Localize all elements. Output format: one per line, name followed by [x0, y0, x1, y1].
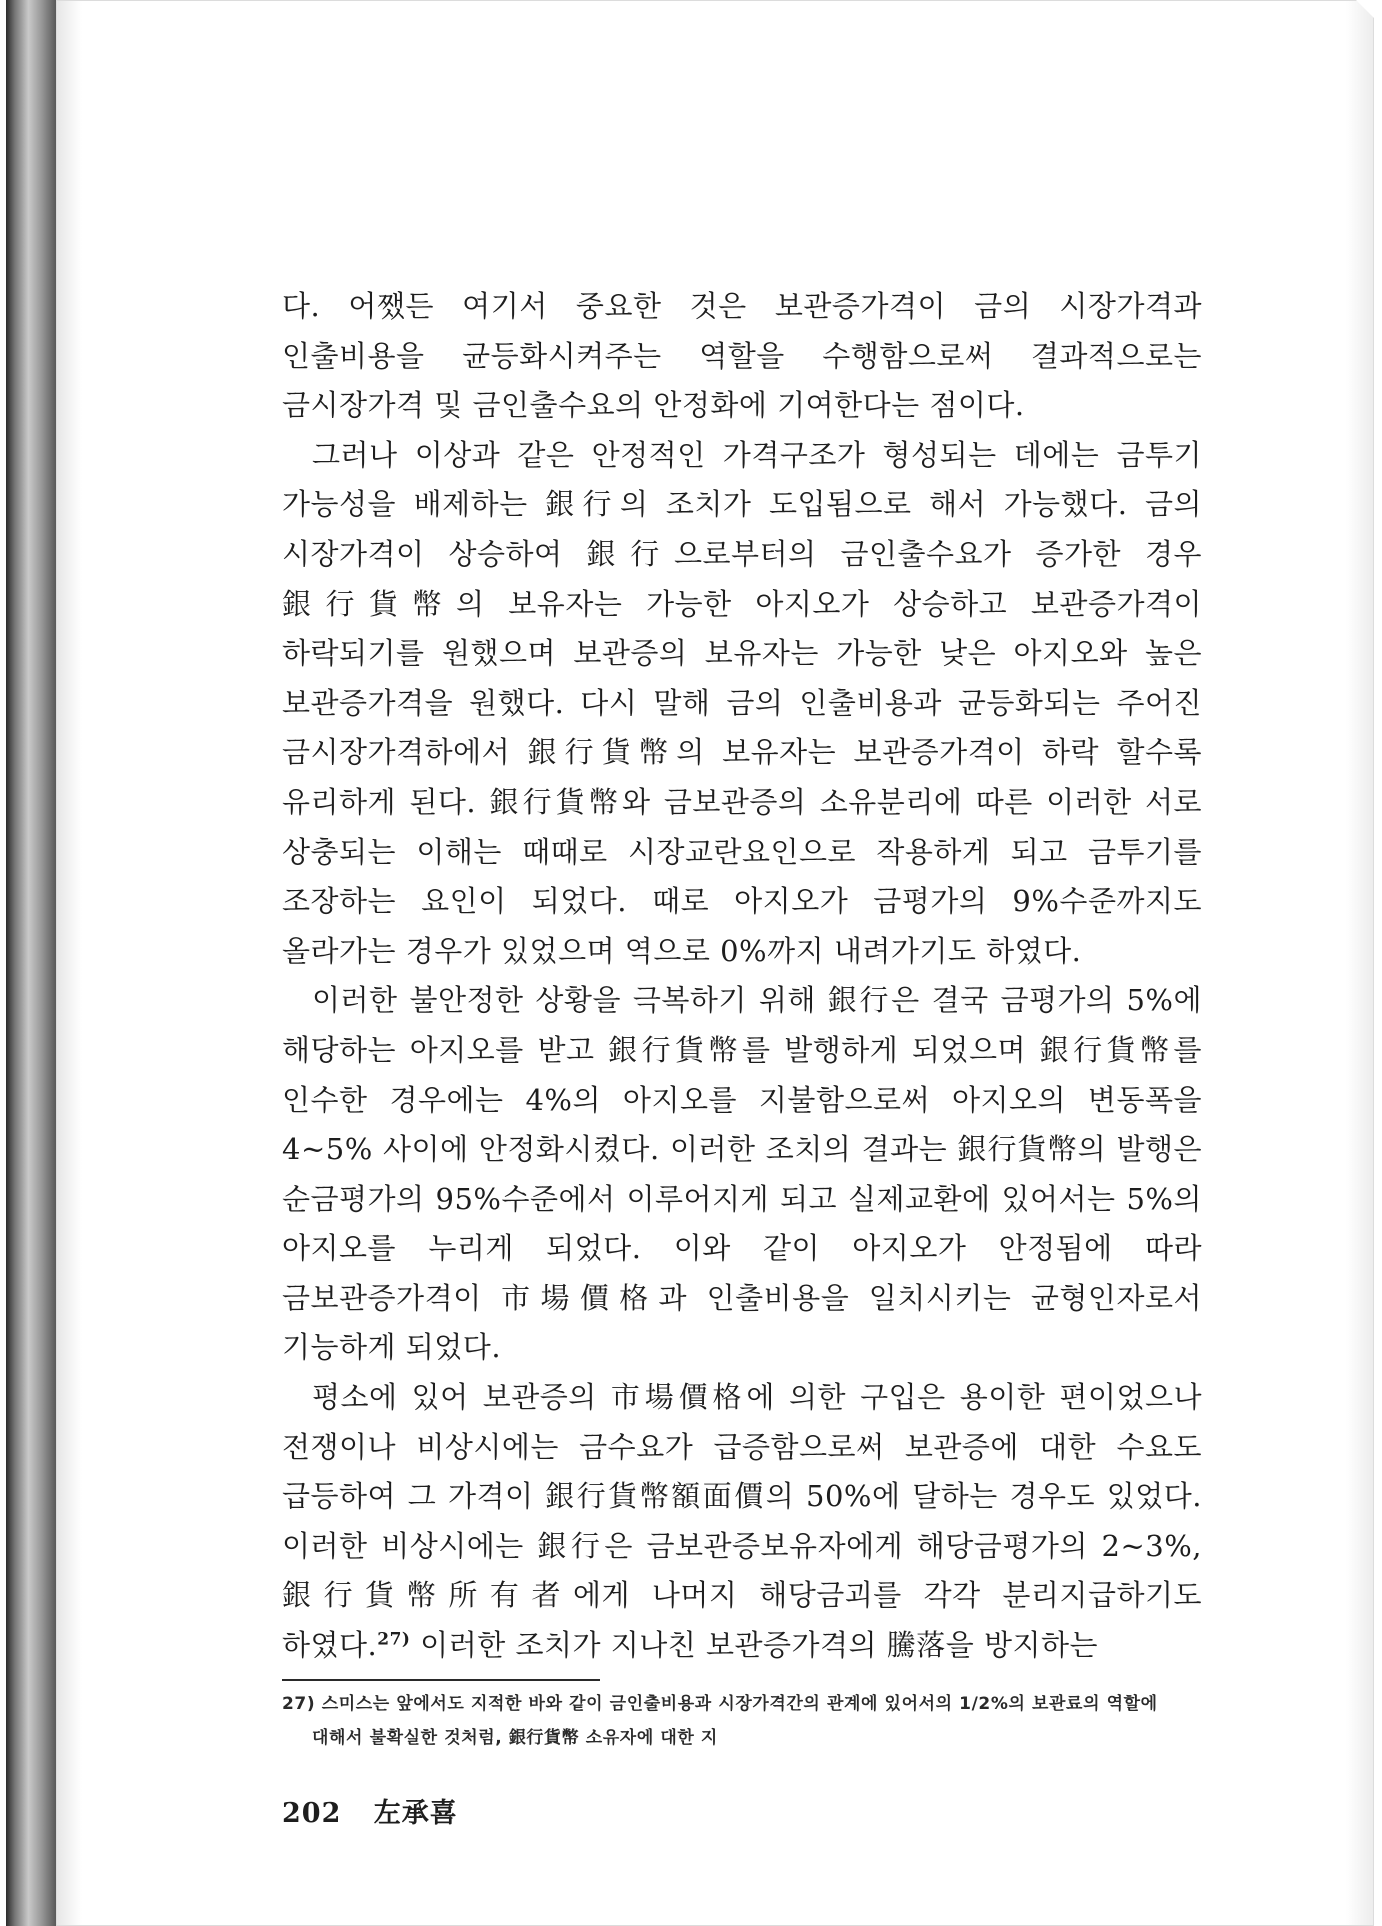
- page-corner: [1356, 0, 1382, 26]
- paragraph-4-tail: 이러한 조치가 지나친 보관증가격의 騰落을 방지하는: [410, 1628, 1099, 1663]
- page-footer: [282, 1791, 1202, 1830]
- footnote-27: 27) 스미스는 앞에서도 지적한 바와 같이 금인출비용과 시장가격간의 관계에 있어서의 1/2%의 보관료의 역할에 대해서 불확실한 것처럼, 銀行貨幣 소유자에 대한 지: [282, 1693, 1158, 1748]
- paragraph-1: 다. 어쨌든 여기서 중요한 것은 보관증가격이 금의 시장가격과 인출비용을 균등화시켜주는 역할을 수행함으로써 결과적으로는 금시장가격 및 금인출수요의 안정화에 기여한다는 점이다.: [282, 289, 1202, 423]
- author-name: 左承喜: [373, 1797, 458, 1829]
- body-text: [282, 282, 1202, 1671]
- footnote-reference: 27): [377, 1629, 411, 1650]
- page-number: 202: [282, 1797, 342, 1829]
- book-spine: [6, 0, 56, 1926]
- page-content: [282, 282, 1202, 1830]
- paragraph-4: [282, 1373, 1202, 1671]
- paragraph-2: 그러나 이상과 같은 안정적인 가격구조가 형성되는 데에는 금투기 가능성을 배제하는 銀行의 조치가 도입됨으로 해서 가능했다. 금의 시장가격이 상승하여 銀行으로부터의 금인출수요가 증가한 경우 銀行貨幣의 보유자는 가능한 아지오가 상승하고 보관증가격이 하락되기를 원했으며 보관증의 보유자는 가능한 낮은 아지오와 높은 보관증가격을 원했다. 다시 말해 금의 인출비용과 균등화되는 주어진 금시장가격하에서 銀行貨幣의 보유자는 보관증가격이 하락 할수록 유리하게 된다. 銀行貨幣와 금보관증의 소유분리에 따른 이러한 서로 상충되는 이해는 때때로 시장교란요인으로 작용하게 되고 금투기를 조장하는 요인이 되었다. 때로 아지오가 금평가의 9%수준까지도 올라가는 경우가 있었으며 역으로 0%까지 내려가기도 하였다.: [282, 437, 1202, 968]
- footnote-divider: [282, 1679, 600, 1681]
- paragraph-4-text: 평소에 있어 보관증의 市場價格에 의한 구입은 용이한 편이었으나 전쟁이나 비상시에는 금수요가 급증함으로써 보관증에 대한 수요도 급등하여 그 가격이 銀行貨幣額面價의 50%에 달하는 경우도 있었다. 이러한 비상시에는 銀行은 금보관증보유자에게 해당금평가의 2~3%, 銀行貨幣所有者에게 나머지 해당금괴를 각각 분리지급하기도 하였다.: [282, 1380, 1202, 1663]
- paragraph-3: 이러한 불안정한 상황을 극복하기 위해 銀行은 결국 금평가의 5%에 해당하는 아지오를 받고 銀行貨幣를 발행하게 되었으며 銀行貨幣를 인수한 경우에는 4%의 아지오를 지불함으로써 아지오의 변동폭을 4~5% 사이에 안정화시켰다. 이러한 조치의 결과는 銀行貨幣의 발행은 순금평가의 95%수준에서 이루어지게 되고 실제교환에 있어서는 5%의 아지오를 누리게 되었다. 이와 같이 아지오가 안정됨에 따라 금보관증가격이 市場價格과 인출비용을 일치시키는 균형인자로서 기능하게 되었다.: [282, 983, 1202, 1365]
